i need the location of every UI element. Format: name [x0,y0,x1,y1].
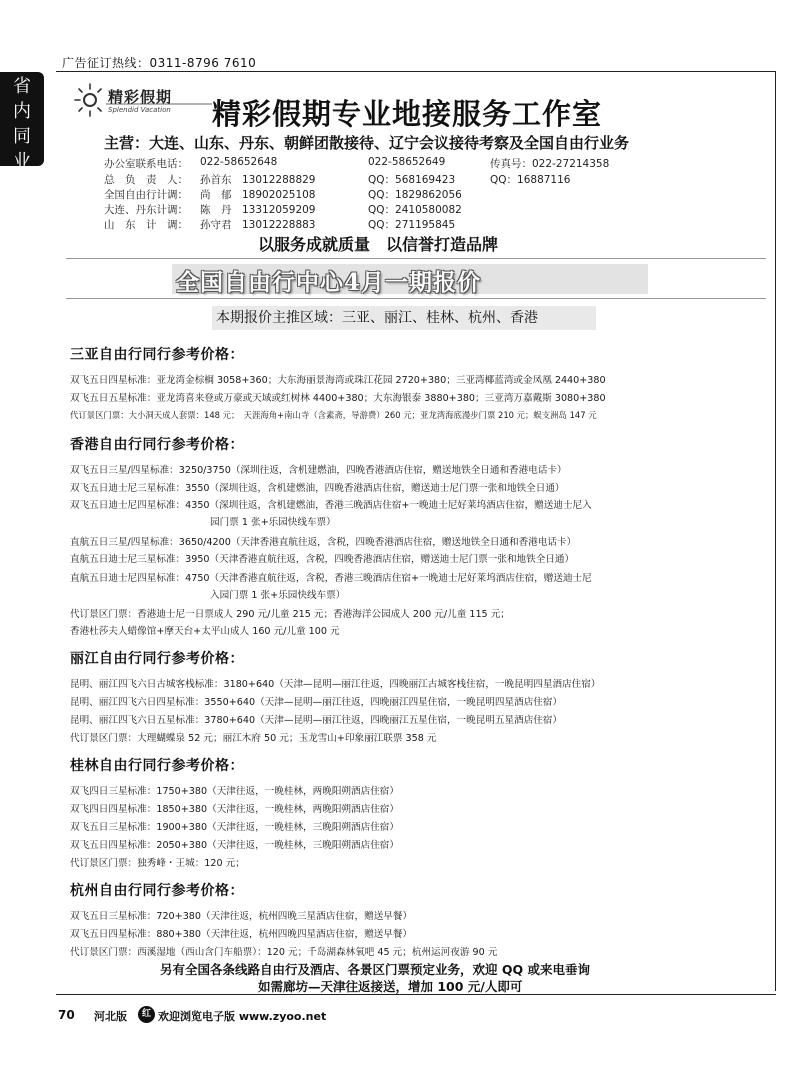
page-border-right [775,71,776,991]
publication-badge-icon: 红 [138,1006,155,1023]
page-number: 70 [58,1008,75,1022]
price-line: 直航五日迪士尼四星标准：4750（天津香港直航往返，含税，香港三晚酒店住宿+一晚迪士尼好莱坞酒店住宿，赠送迪士尼 [70,573,592,584]
section-title-hangzhou: 杭州自由行同行参考价格： [70,883,244,899]
closing-note: 另有全国各条线路自由行及酒店、各景区门票预定业务，欢迎 QQ 或来电垂询 [160,962,590,977]
price-line: 昆明、丽江四飞六日古城客栈标准：3180+640（天津—昆明—丽江往返，四晚丽江古城客栈住宿，一晚昆明四星酒店住宿） [70,679,601,690]
contact-label: 大连、丹东计调： [104,204,188,216]
price-line: 双飞五日迪士尼四星标准：4350（深圳往返，含机建燃油，香港三晚酒店住宿+一晚迪士尼好莱坞酒店住宿，赠送迪士尼入 [70,500,592,511]
contact-value: 孙首东 13012288829 [200,174,316,186]
business-scope: 主营：大连、山东、丹东、朝鲜团散接待、辽宁会议接待考察及全国自由行业务 [104,134,630,152]
logo-subtitle: Splendid Vacation [108,106,171,114]
price-line: 直航五日迪士尼三星标准：3950（天津香港直航往返，含税，四晚香港酒店住宿，赠送迪士尼门票一张和地铁全日通） [70,554,575,565]
section-tab-char: 同 [13,126,31,147]
contact-value: 陈 丹 13312059209 [200,204,316,216]
contact-value: 尚 郁 18902025108 [200,189,316,201]
banner-divider [66,258,766,259]
section-tab-char: 业 [13,151,31,172]
price-line: 昆明、丽江四飞六日五星标准：3780+640（天津—昆明—丽江往返，四晚丽江五星住宿，一晚昆明五星酒店住宿） [70,715,563,726]
contact-value: QQ：1829862056 [368,189,462,201]
contact-label: 办公室联系电话： [104,158,188,170]
contact-label: 总 负 责 人： [104,174,188,186]
price-line: 双飞五日三星标准：720+380（天津往返，杭州四晚三星酒店住宿，赠送早餐） [70,911,413,922]
price-line: 直航五日三星/四星标准：3650/4200（天津香港直航往返，含税，四晚香港酒店住宿，赠送地铁全日通和香港电话卡） [70,537,577,548]
contact-value: QQ：271195845 [368,219,456,231]
ticket-line: 代订景区门票：西溪湿地（西山含门车船票）：120 元；千岛湖森林氧吧 45 元；杭州运河夜游 90 元 [70,947,498,958]
ticket-line: 代订景区门票：大小洞天成人套票：148 元； 天涯海角+南山寺（含素斋，导游费）260 元；亚龙湾海底漫步门票 210 元；蜈支洲岛 147 元 [70,410,597,420]
section-title-lijiang: 丽江自由行同行参考价格： [70,651,244,667]
banner-divider [66,298,766,299]
price-line: 双飞五日三星标准：1900+380（天津往返，一晚桂林，三晚阳朔酒店住宿） [70,822,399,833]
section-title-guilin: 桂林自由行同行参考价格： [70,758,244,774]
price-line: 双飞五日四星标准：亚龙湾金棕榈 3058+360；大东海丽景海湾或珠江花园 2720+380；三亚湾椰蓝湾或金凤凰 2440+380 [70,375,606,386]
slogan: 以服务成就质量 以信誉打造品牌 [258,235,499,254]
ad-hotline: 广告征订热线：0311-8796 7610 [62,56,257,70]
price-line: 双飞五日五星标准：亚龙湾喜来登或万豪或天域或红树林 4400+380；大东海银泰 3880+380；三亚湾万嘉戴斯 3080+380 [70,393,606,404]
contact-value: 022-58652648 [200,156,278,168]
edition-label: 河北版 [94,1010,127,1023]
ticket-line: 香港杜莎夫人蜡像馆+摩天台+太平山成人 160 元/儿童 100 元 [70,626,340,637]
section-tab [0,72,44,172]
section-title-sanya: 三亚自由行同行参考价格： [70,347,244,363]
section-tab-char: 省 [13,76,31,97]
contact-value: QQ：568169423 [368,174,456,186]
contact-value: 传真号：022-27214358 [490,158,610,170]
header-divider [56,71,776,72]
contact-value: 022-58652649 [368,156,446,168]
section-tab-char: 内 [13,101,31,122]
ticket-line: 代订景区门票：独秀峰・王城：120 元； [70,858,245,869]
price-line: 昆明、丽江四飞六日四星标准：3550+640（天津—昆明—丽江往返，四晚丽江四星住宿，一晚昆明四星酒店住宿） [70,697,563,708]
price-line: 双飞四日三星标准：1750+380（天津往返，一晚桂林，两晚阳朔酒店住宿） [70,786,399,797]
logo-name: 精彩假期 [108,88,173,106]
ticket-line: 代订景区门票：大理蝴蝶泉 52 元；丽江木府 50 元；玉龙雪山+印象丽江联票 358 元 [70,733,437,744]
contact-label: 山 东 计 调： [104,219,188,231]
price-line: 双飞四日四星标准：1850+380（天津往返，一晚桂林，两晚阳朔酒店住宿） [70,804,399,815]
contact-value: 孙守君 13012228883 [200,219,316,231]
section-title-hongkong: 香港自由行同行参考价格： [70,437,244,453]
footer-divider [56,994,776,995]
price-line: 双飞五日四星标准：880+380（天津往返，杭州四晚四星酒店住宿，赠送早餐） [70,929,413,940]
price-line: 双飞五日迪士尼三星标准：3550（深圳往返，含机建燃油，四晚香港酒店住宿，赠送迪士尼门票一张和地铁全日通） [70,483,565,494]
featured-regions: 本期报价主推区域：三亚、丽江、桂林、杭州、香港 [212,306,596,330]
website-link[interactable]: 欢迎浏览电子版 www.zyoo.net [158,1010,327,1023]
page-title: 精彩假期专业地接服务工作室 [212,97,603,131]
ticket-line: 代订景区门票：香港迪士尼一日票成人 290 元/儿童 215 元；香港海洋公园成人 200 元/儿童 115 元； [70,609,510,620]
contact-value: QQ：16887116 [490,174,571,186]
contact-label: 全国自由行计调： [104,189,188,201]
banner-title: 全国自由行中心4月一期报价 [176,269,482,296]
closing-note: 如需廊坊—天津往返接送，增加 100 元/人即可 [258,979,523,994]
price-line: 双飞五日四星标准：2050+380（天津往返，一晚桂林，三晚阳朔酒店住宿） [70,840,399,851]
price-line: 双飞五日三星/四星标准：3250/3750（深圳往返，含机建燃油，四晚香港酒店住宿，赠送地铁全日通和香港电话卡） [70,465,567,476]
price-line: 入园门票 1 张+乐园快线车票） [210,590,346,601]
contact-value: QQ：2410580082 [368,204,462,216]
price-line: 园门票 1 张+乐园快线车票） [210,517,336,528]
